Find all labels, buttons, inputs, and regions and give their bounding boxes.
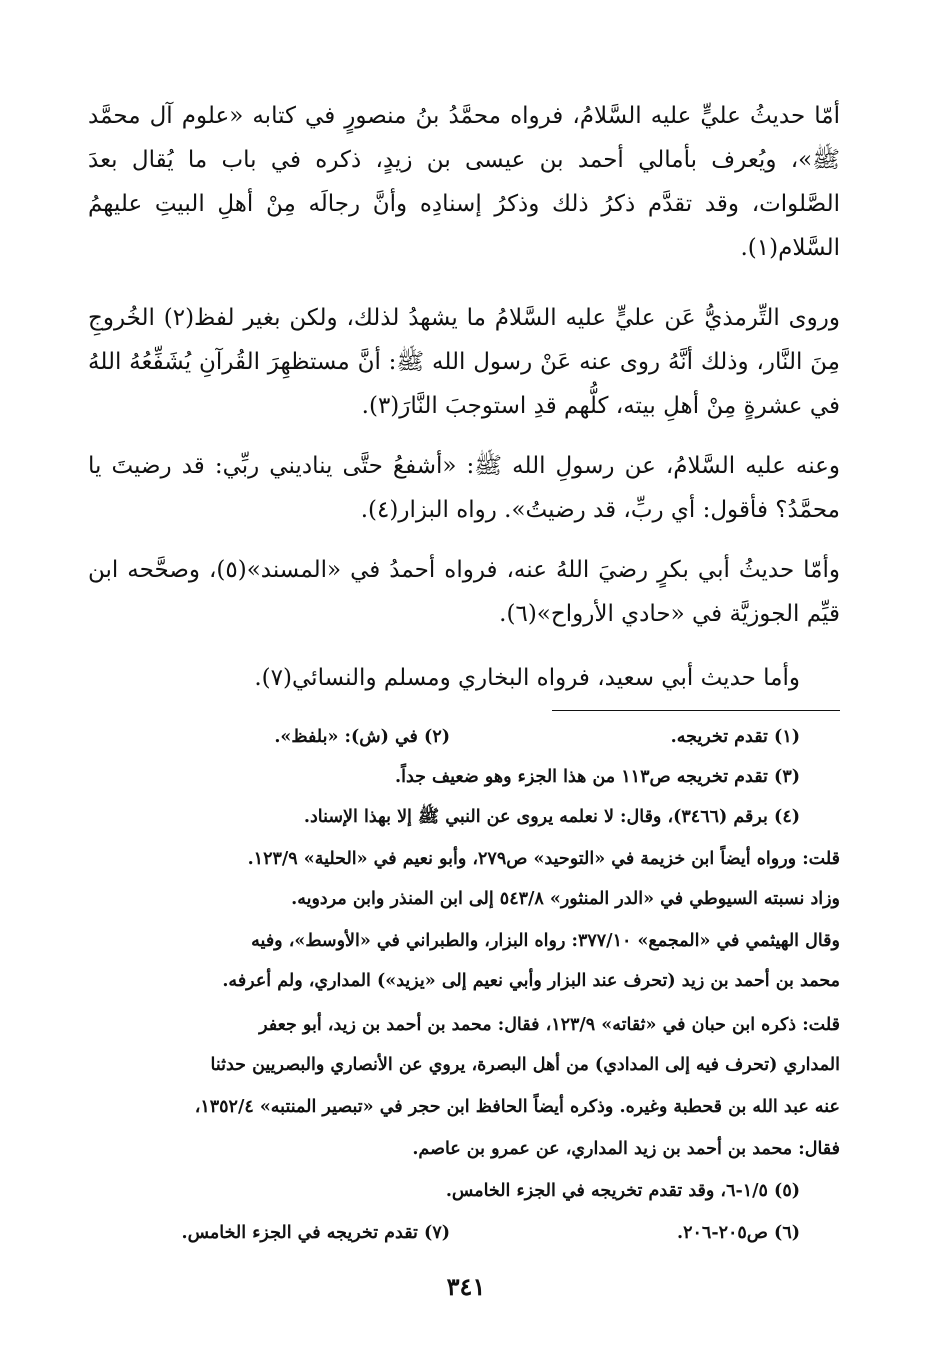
paragraph-text: وروى التِّرمذيُّ عَن عليٍّ عليه السَّلامُ ما يشهدُ لذلك، ولكن بغير لفظ(٢) الخُروجِ مِنَ النَّار، وذلك أنَّهُ روى عنه عَنْ رسول الله ﷺ: أنَّ مستظهِرَ القُرآنِ يُشَفِّعُهُ اللهُ في عشرةٍ مِنْ أهلِ بيته، كلُّهم قدِ استوجبَ النَّارَ(٣). — [88, 305, 840, 419]
footnote-4: (٤) برقم (٣٤٦٦)، وقال: لا نعلمه يروى عن النبي ﷺ إلا بهذا الإسناد. — [303, 807, 800, 827]
footnote-7: (٧) تقدم تخريجه في الجزء الخامس. — [181, 1223, 450, 1243]
footnote-4-line: عنه عبد الله بن قحطبة وغيره. وذكره أيضاً الحافظ ابن حجر في «تبصير المنتبه» ١٣٥٢/٤، — [194, 1097, 840, 1117]
body-paragraph-1 — [88, 94, 840, 270]
body-paragraph-5 — [88, 656, 840, 700]
footnote-4-line: فقال: محمد بن أحمد بن زيد المداري، عن عمرو بن عاصم. — [412, 1139, 840, 1159]
footnote-4-line: محمد بن أحمد بن زيد (تحرف عند البزار وأبي نعيم إلى «يزيد») المداري، ولم أعرفه. — [222, 971, 840, 991]
footnote-3: (٣) تقدم تخريجه ص١١٣ من هذا الجزء وهو ضعيف جداً. — [394, 767, 800, 787]
footnote-6: (٦) ص٢٠٥-٢٠٦. — [677, 1223, 800, 1243]
footnote-separator — [552, 710, 840, 711]
page-number: ٣٤١ — [446, 1272, 486, 1301]
body-paragraph-4 — [88, 548, 840, 636]
footnotes-section — [80, 722, 840, 1262]
body-paragraph-2 — [88, 296, 840, 428]
paragraph-text: أمّا حديثُ عليٍّ عليه السَّلامُ، فرواه محمَّدُ بنُ منصورٍ في كتابه «علوم آل محمَّد ﷺ»، ويُعرف بأمالي أحمد بن عيسى بن زيدٍ، ذكره في باب ما يُقال بعدَ الصَّلوات، وقد تقدَّم ذكرُ ذلك وذكرُ إسنادِه وأنَّ رجالَه مِنْ أهلِ البيتِ عليهمُ السَّلام(١). — [88, 103, 840, 261]
paragraph-text: وعنه عليه السَّلامُ، عن رسولِ الله ﷺ: «أشفعُ حتَّى يناديني ربِّي: قد رضيتَ يا محمَّدُ؟ فأقول: أي ربِّ، قد رضيتُ». رواه البزار(٤). — [88, 453, 840, 523]
footnote-5: (٥) ١/٥-٦، وقد تقدم تخريجه في الجزء الخامس. — [445, 1181, 800, 1201]
footnote-4-line: المداري (تحرف فيه إلى المدادي) من أهل البصرة، يروي عن الأنصاري والبصريين حدثنا — [210, 1055, 840, 1075]
footnote-2: (٢) في (ش): «بلفظ». — [274, 727, 450, 747]
paragraph-text: وأما حديث أبي سعيد، فرواه البخاري ومسلم والنسائي(٧). — [254, 665, 800, 691]
footnote-4-line: وقال الهيثمي في «المجمع» ٣٧٧/١٠: رواه البزار، والطبراني في «الأوسط»، وفيه — [251, 931, 840, 951]
footnote-4-line: قلت: ذكره ابن حبان في «ثقاته» ١٢٣/٩، فقال: محمد بن أحمد بن زيد، أبو جعفر — [259, 1015, 840, 1035]
footnote-4-line: قلت: ورواه أيضاً ابن خزيمة في «التوحيد» ص٢٧٩، وأبو نعيم في «الحلية» ١٢٣/٩. — [247, 849, 840, 869]
footnote-4-line: وزاد نسبته السيوطي في «الدر المنثور» ٥٤٣/٨ إلى ابن المنذر وابن مردويه. — [291, 889, 840, 909]
body-paragraph-3 — [88, 444, 840, 532]
footnote-1: (١) تقدم تخريجه. — [670, 727, 800, 747]
paragraph-text: وأمّا حديثُ أبي بكرٍ رضيَ اللهُ عنه، فرواه أحمدُ في «المسند»(٥)، وصحَّحه ابن قيِّم الجوزيَّة في «حادي الأرواح»(٦). — [88, 557, 840, 627]
